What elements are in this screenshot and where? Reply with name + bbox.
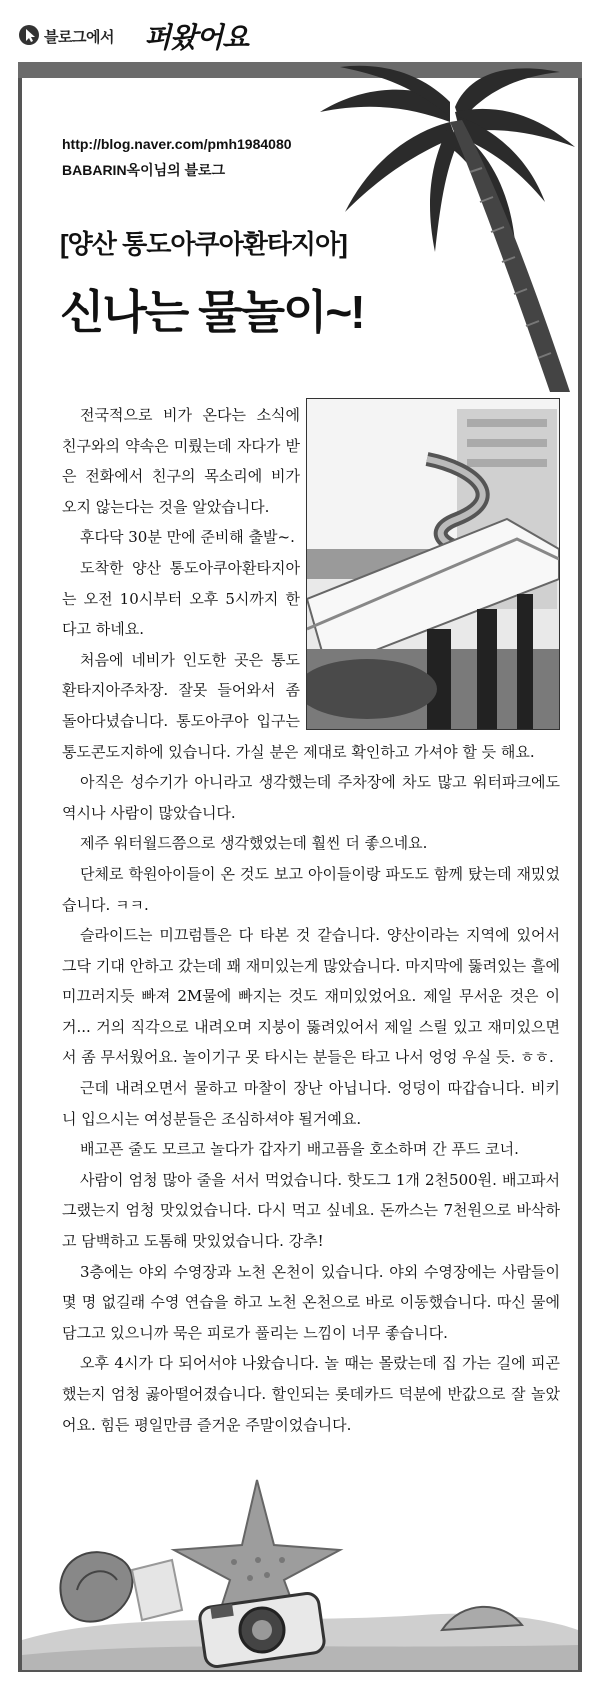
page-header <box>18 18 598 62</box>
paragraph: 오후 4시가 다 되어서야 나왔습니다. 놀 때는 몰랐는데 집 가는 길에 피곤했는지 엄청 곯아떨어졌습니다. 할인되는 롯데카드 덕분에 반값으로 잘 놀았어요. 힘든 평일만큼 즐거운 주말이었습니다. <box>62 1354 560 1434</box>
source-url[interactable]: http://blog.naver.com/pmh1984080 <box>62 136 292 152</box>
article-kicker: [양산 통도아쿠아환타지아] <box>60 229 347 259</box>
paragraph: 단체로 학원아이들이 온 것도 보고 아이들이랑 파도도 함께 탔는데 재밌었습니다. ㅋㅋ. <box>62 864 560 914</box>
article-body <box>62 400 560 1440</box>
header-small-label: 블로그에서 <box>44 28 114 46</box>
source-blog-name: BABARIN옥이님의 블로그 <box>62 162 226 178</box>
paragraph: 3층에는 야외 수영장과 노천 온천이 있습니다. 야외 수영장에는 사람들이 몇 명 없길래 수영 연습을 하고 노천 온천으로 바로 이동했습니다. 따신 물에 담그고 있으니까 묵은 피로가 풀리는 느낌이 너무 좋습니다. <box>62 1262 560 1342</box>
article-title: 신나는 물놀이~! <box>60 286 364 338</box>
paragraph: 처음에 네비가 인도한 곳은 통도환타지아주차장. 잘못 들어와서 좀 돌아다녔습니다. 통도아쿠아 입구는 통도콘도지하에 있습니다. 가실 분은 제대로 확인하고 가셔야 할 듯 해요. <box>62 650 535 761</box>
photo-spacer <box>300 400 560 736</box>
paragraph: 배고픈 줄도 모르고 놀다가 갑자기 배고픔을 호소하며 간 푸드 코너. <box>80 1140 519 1159</box>
header-big-label: 퍼왔어요 <box>144 21 249 54</box>
paragraph: 슬라이드는 미끄럼틀은 다 타본 것 같습니다. 양산이라는 지역에 있어서 그닥 기대 안하고 갔는데 꽤 재미있는게 많았습니다. 마지막에 뚫려있는 흘에 미끄러지듯 빠져 2M물에 빠지는 것도 재미있었어요. 제일 무서운 것은 이거... 거의 직각으로 내려오며 지붕이 뚫려있어서 제일 스릴 있고 재미있으면서 좀 무서웠어요. 놀이기구 못 타시는 분들은 타고 나서 엉엉 우실 듯. ㅎㅎ. <box>62 926 560 1067</box>
paragraph: 사람이 엄청 많아 줄을 서서 먹었습니다. 핫도그 1개 2천500원. 배고파서 그랬는지 엄청 맛있었습니다. 다시 먹고 싶네요. 돈까스는 7천원으로 바삭하고 담백하고 도톰해 맛있었습니다. 강추! <box>62 1170 560 1251</box>
paragraph: 후다닥 30분 만에 준비해 출발~. <box>80 528 295 547</box>
paragraph: 전국적으로 비가 온다는 소식에 친구와의 약속은 미뤘는데 자다가 받은 전화에서 친구의 목소리에 비가 오지 않는다는 것을 알았습니다. <box>62 406 300 516</box>
cursor-arrow-icon <box>18 24 40 46</box>
paragraph: 도착한 양산 통도아쿠아환타지아는 오전 10시부터 오후 5시까지 한다고 하네요. <box>62 558 300 639</box>
starfish-shell-camera-illustration <box>22 1450 578 1670</box>
paragraph: 근데 내려오면서 물하고 마찰이 장난 아닙니다. 엉덩이 따갑습니다. 비키니 입으시는 여성분들은 조심하셔야 될거예요. <box>62 1079 560 1128</box>
paragraph: 아직은 성수기가 아니라고 생각했는데 주차장에 차도 많고 워터파크에도 역시나 사람이 많았습니다. <box>62 773 560 822</box>
paragraph: 제주 워터월드쯤으로 생각했었는데 훨씬 더 좋으네요. <box>80 834 428 853</box>
